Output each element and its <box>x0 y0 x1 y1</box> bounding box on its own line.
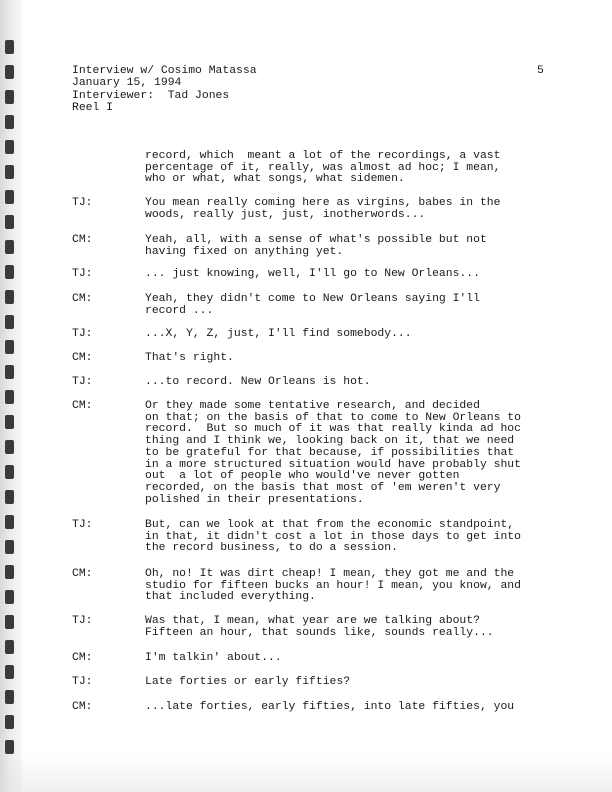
speaker-label: CM: <box>72 293 93 305</box>
speaker-label: CM: <box>72 701 93 713</box>
binding-hole <box>5 190 14 204</box>
binding-hole <box>5 515 14 529</box>
transcript-text: ...X, Y, Z, just, I'll find somebody... <box>145 328 412 340</box>
binding-hole <box>5 540 14 554</box>
binding-hole <box>5 115 14 129</box>
transcript-text: Or they made some tentative research, and decided on that; on the basis of that to come to New Orleans to record. But so much of it was that really kinda ad hoc thing and I think we, looking back on it, that we need to be grateful for that because, if possibilities that in a more structured situation would have probably shut out a lot of people who would've never gotten recorded, on the basis that most of 'em weren't very polished in their presentations. <box>145 400 521 506</box>
speaker-label: CM: <box>72 652 93 664</box>
speaker-label: TJ: <box>72 197 93 209</box>
binding-hole <box>5 390 14 404</box>
transcript-text: Yeah, all, with a sense of what's possible but not having fixed on anything yet. <box>145 234 487 258</box>
binding-hole <box>5 440 14 454</box>
transcript-text: Late forties or early fifties? <box>145 676 351 688</box>
transcript-text: I'm talkin' about... <box>145 652 282 664</box>
document-header <box>72 65 257 115</box>
binding-hole <box>5 65 14 79</box>
transcript-text: But, can we look at that from the economic standpoint, in that, it didn't cost a lot in those days to get into the record business, to do a session. <box>145 519 521 555</box>
header-interviewer: Interviewer: Tad Jones <box>72 89 230 102</box>
speaker-label: TJ: <box>72 376 93 388</box>
speaker-label: TJ: <box>72 615 93 627</box>
page-number: 5 <box>537 65 544 77</box>
header-reel: Reel I <box>72 102 114 115</box>
speaker-label: TJ: <box>72 519 93 531</box>
speaker-label: TJ: <box>72 676 93 688</box>
binding-hole <box>5 240 14 254</box>
binding-hole <box>5 590 14 604</box>
speaker-label: CM: <box>72 568 93 580</box>
speaker-label: CM: <box>72 234 93 246</box>
binding-hole <box>5 265 14 279</box>
transcript-text: ... just knowing, well, I'll go to New Orleans... <box>145 268 480 280</box>
scan-shadow <box>0 755 612 792</box>
binding-hole <box>5 340 14 354</box>
binding-hole <box>5 365 14 379</box>
binding-hole <box>5 715 14 729</box>
speaker-label: TJ: <box>72 268 93 280</box>
transcript-text: Yeah, they didn't come to New Orleans saying I'll record ... <box>145 293 480 317</box>
binding-hole <box>5 215 14 229</box>
transcript-text: ...late forties, early fifties, into late fifties, you <box>145 701 515 713</box>
transcript-text: You mean really coming here as virgins, babes in the woods, really just, just, inotherwords... <box>145 197 501 221</box>
binding-hole <box>5 315 14 329</box>
binding-hole <box>5 640 14 654</box>
transcript-text: Oh, no! It was dirt cheap! I mean, they got me and the studio for fifteen bucks an hour! I mean, you know, and that included everything. <box>145 568 521 604</box>
speaker-label: TJ: <box>72 328 93 340</box>
speaker-label: CM: <box>72 400 93 412</box>
header-interview-title: Interview w/ Cosimo Matassa <box>72 65 257 77</box>
binding-hole <box>5 465 14 479</box>
binding-hole <box>5 90 14 104</box>
binding-hole <box>5 415 14 429</box>
speaker-label: CM: <box>72 352 93 364</box>
binding-hole <box>5 290 14 304</box>
binding-hole <box>5 140 14 154</box>
binding-hole <box>5 690 14 704</box>
transcript-text: record, which meant a lot of the recordings, a vast percentage of it, really, was almost ad hoc; I mean, who or what, what songs, what sidemen. <box>145 150 501 186</box>
transcript-text: ...to record. New Orleans is hot. <box>145 376 371 388</box>
binding-hole <box>5 40 14 54</box>
binding-hole <box>5 490 14 504</box>
transcript-text: That's right. <box>145 352 234 364</box>
binding-hole <box>5 740 14 754</box>
binding-hole <box>5 665 14 679</box>
binding-hole <box>5 565 14 579</box>
binding-strip <box>0 0 22 792</box>
transcript-text: Was that, I mean, what year are we talking about? Fifteen an hour, that sounds like, sounds really... <box>145 615 494 639</box>
binding-hole <box>5 615 14 629</box>
binding-hole <box>5 165 14 179</box>
header-date: January 15, 1994 <box>72 77 182 90</box>
